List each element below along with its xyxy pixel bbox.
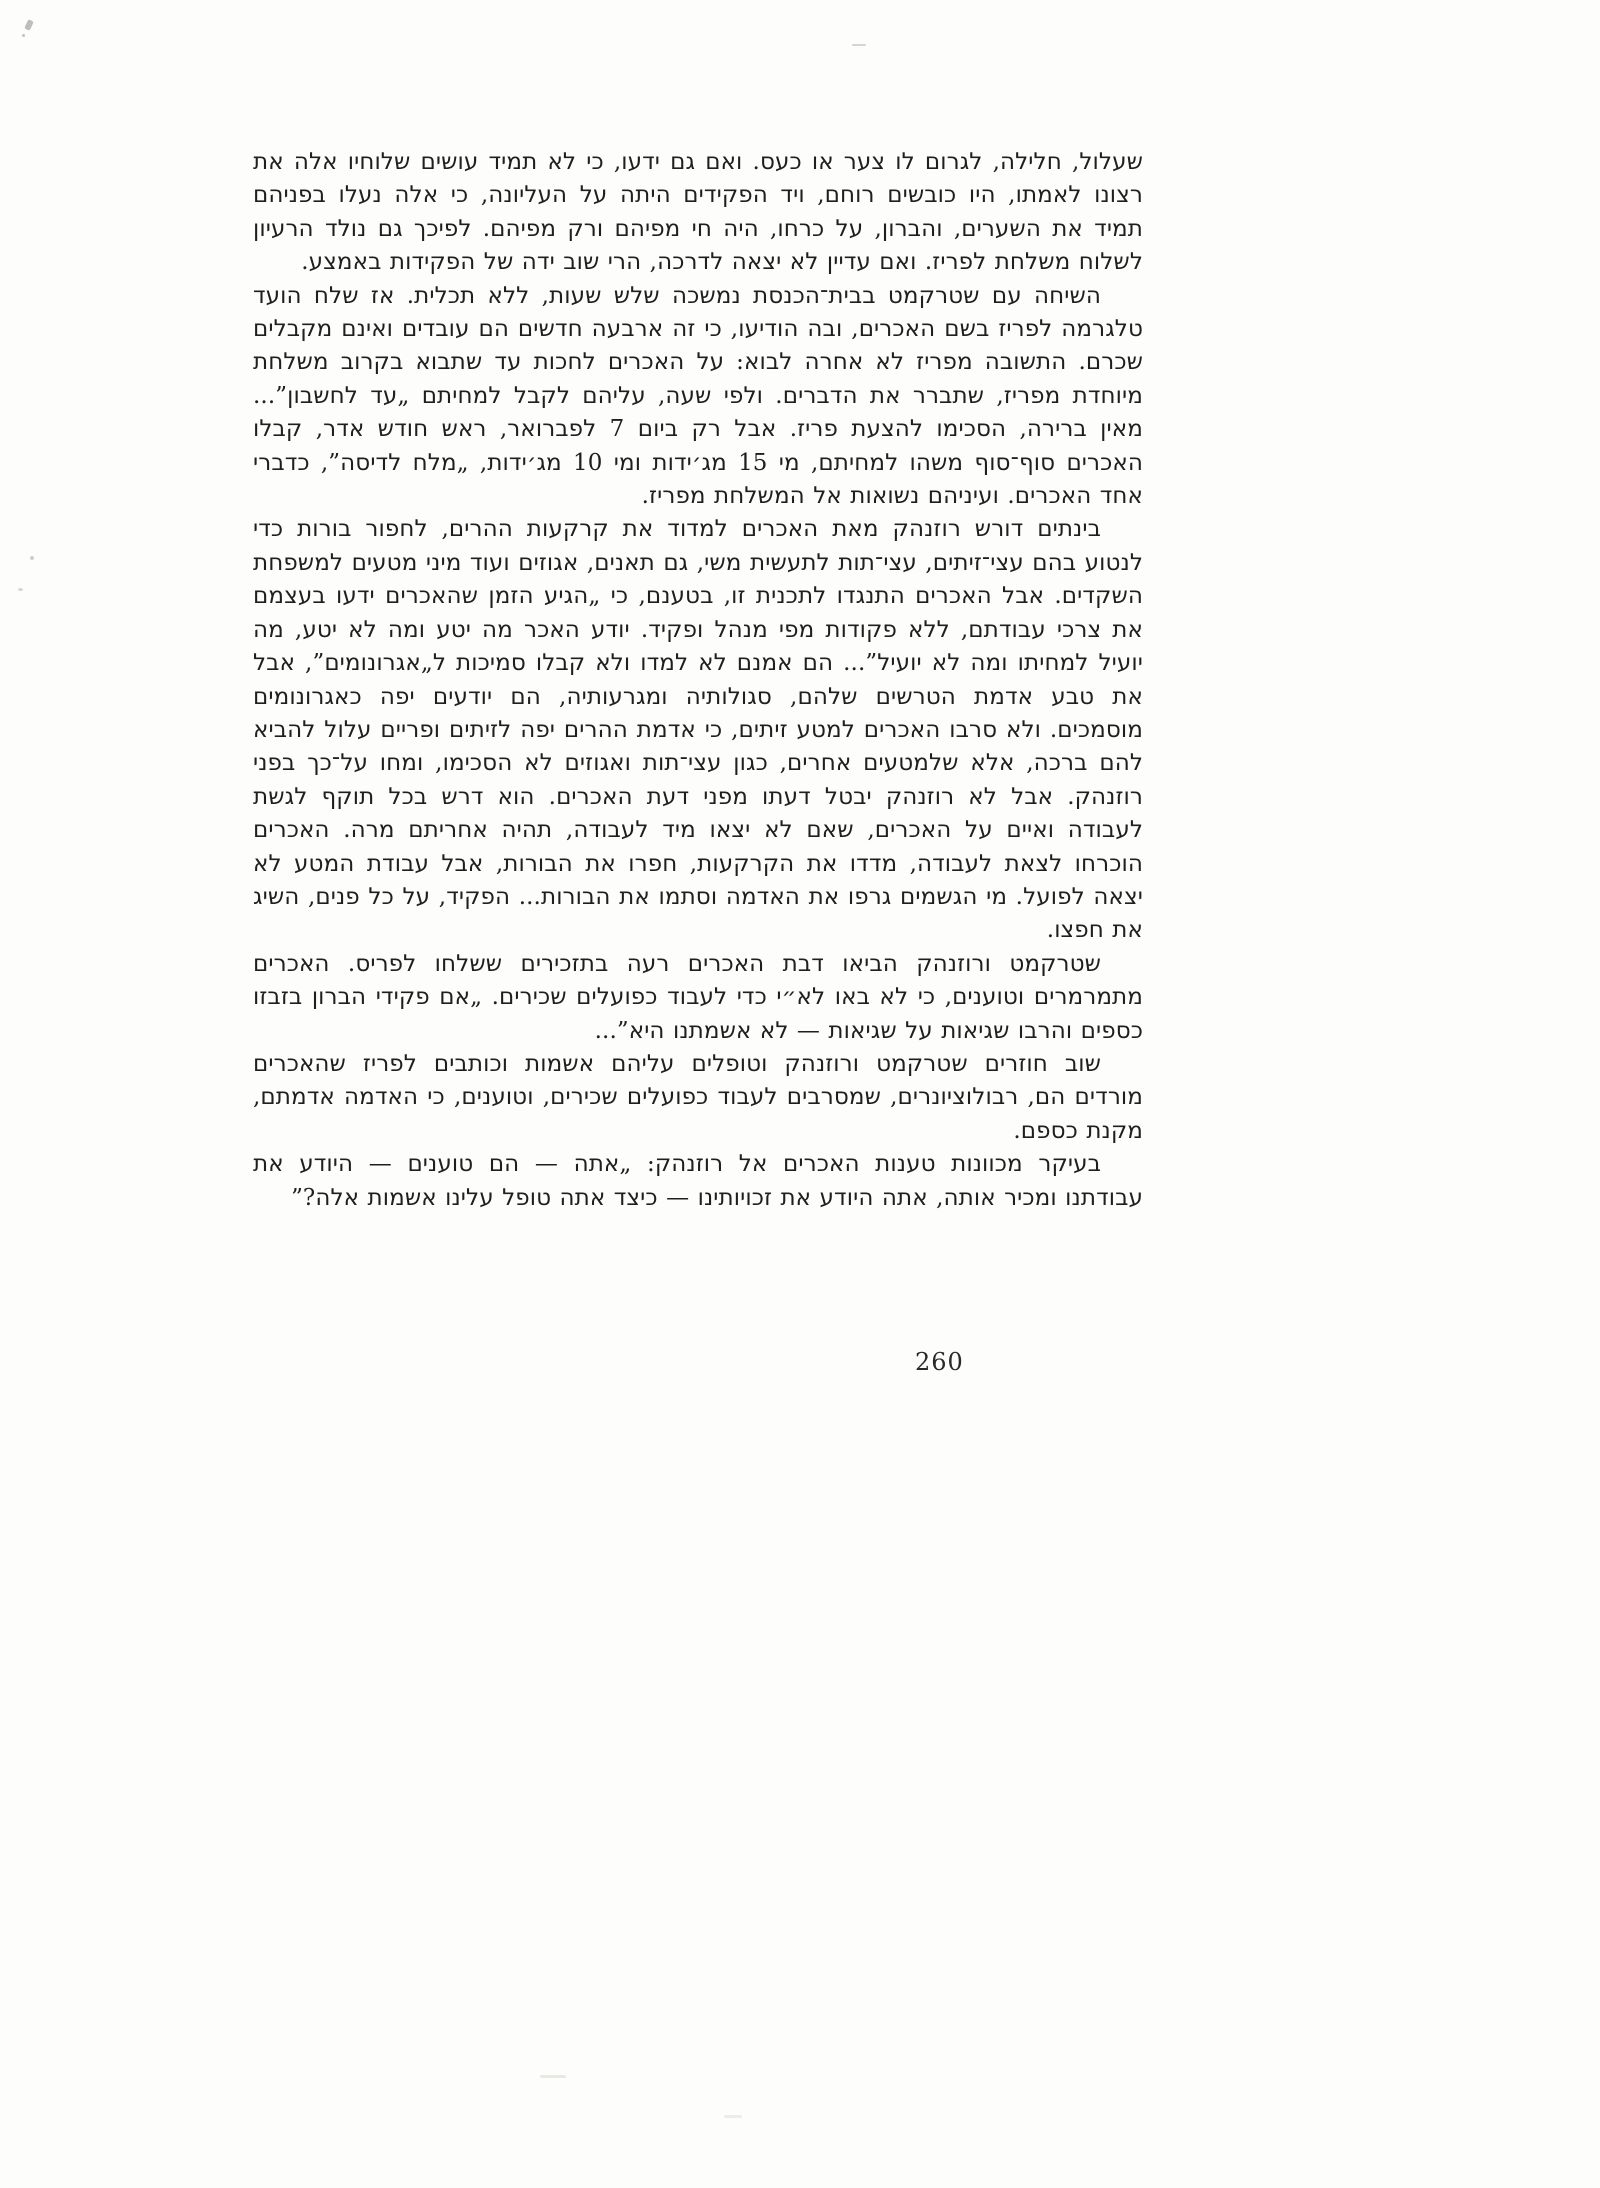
paragraph: שוב חוזרים שטרקמט ורוזנהק וטופלים עליהם אשמות וכותבים לפריז שהאכרים מורדים הם, רבולוציונרים, שמסרבים לעבוד כפועלים שכירים, וטוענים, כי האדמה אדמתם, מקנת כספם.	[253, 1050, 1143, 1144]
scan-speck	[30, 556, 34, 560]
scan-speck	[540, 2075, 566, 2078]
paragraph: בינתים דורש רוזנהק מאת האכרים למדוד את קרקעות ההרים, לחפור בורות כדי לנטוע בהם עצי־זיתים, עצי־תות לתעשית משי, גם תאנים, אגוזים ועוד מיני מטעים למשפחת השקדים. אבל האכרים התנגדו לתכנית זו, בטענם, כי „הגיע הזמן שהאכרים ידעו בעצמם את צרכי עבודתם, ללא פקודות מפי מנהל ופקיד. יודע האכר מה יטע ומה לא יטע, מה יועיל למחיתו ומה לא יועיל”... הם אמנם לא למדו ולא קבלו סמיכות ל„אגרונומים”, אבל את טבע אדמת הטרשים שלהם, סגולותיה ומגרעותיה, הם יודעים יפה כאגרונומים מוסמכים. ולא סרבו האכרים למטע זיתים, כי אדמת ההרים יפה לזיתים ופריים עלול להביא להם ברכה, אלא שלמטעים אחרים, כגון עצי־תות ואגוזים לא הסכימו, ומחו על־כך בפני רוזנהק. אבל לא רוזנהק יבטל דעתו מפני דעת האכרים. הוא דרש בכל תוקף לגשת לעבודה ואיים על האכרים, שאם לא יצאו מיד לעבודה, תהיה אחריתם מרה. האכרים הוכרחו לצאת לעבודה, מדדו את הקרקעות, חפרו את הבורות, אבל עבודת המטע לא יצאה לפועל. מי הגשמים גרפו את האדמה וסתמו את הבורות... הפקיד, על כל פנים, השיג את חפצו.	[253, 516, 1143, 944]
scan-speck	[724, 2115, 742, 2118]
paragraph: השיחה עם שטרקמט בבית־הכנסת נמשכה שלש שעות, ללא תכלית. אז שלח הועד טלגרמה לפריז בשם האכרים, ובה הודיעו, כי זה ארבעה חדשים הם עובדים ואינם מקבלים שכרם. התשובה מפריז לא אחרה לבוא: על האכרים לחכות עד שתבוא בקרוב משלחת מיוחדת מפריז, שתברר את הדברים. ולפי שעה, עליהם לקבל למחיתם „עד לחשבון”... מאין ברירה, הסכימו להצעת פריז. אבל רק ביום 7 לפברואר, ראש חודש אדר, קבלו האכרים סוף־סוף משהו למחיתם, מי 15 מג׳ידות ומי 10 מג׳ידות, „מלח לדיסה”, כדברי אחד האכרים. ועיניהם נשואות אל המשלחת מפריז.	[253, 282, 1143, 510]
scan-speck	[22, 34, 25, 37]
paragraph: בעיקר מכוונות טענות האכרים אל רוזנהק: „אתה — הם טוענים — היודע את עבודתנו ומכיר אותה, אתה היודע את זכויותינו — כיצד אתה טופל עלינו אשמות אלה?”	[253, 1151, 1143, 1211]
text-block	[253, 146, 1143, 1215]
page-number: 260	[915, 1348, 964, 1376]
paragraph: שטרקמט ורוזנהק הביאו דבת האכרים רעה בתזכירים ששלחו לפריס. האכרים מתמרמרים וטוענים, כי לא באו לא״י כדי לעבוד כפועלים שכירים. „אם פקידי הברון בזבזו כספים והרבו שגיאות על שגיאות — לא אשמתנו היא”...	[253, 950, 1143, 1044]
scan-speck	[852, 44, 866, 46]
scan-speck	[18, 588, 23, 591]
paragraph-continuation: שעלול, חלילה, לגרום לו צער או כעס. ואם גם ידעו, כי לא תמיד עושים שלוחיו אלה את רצונו לאמתו, היו כובשים רוחם, ויד הפקידים היתה על העליונה, כי אלה נעלו בפניהם תמיד את השערים, והברון, על כרחו, היה חי מפיהם ורק מפיהם. לפיכך גם נולד הרעיון לשלוח משלחת לפריז. ואם עדיין לא יצאה לדרכה, הרי שוב ידה של הפקידות באמצע.	[253, 149, 1143, 276]
scan-speck	[24, 19, 34, 31]
